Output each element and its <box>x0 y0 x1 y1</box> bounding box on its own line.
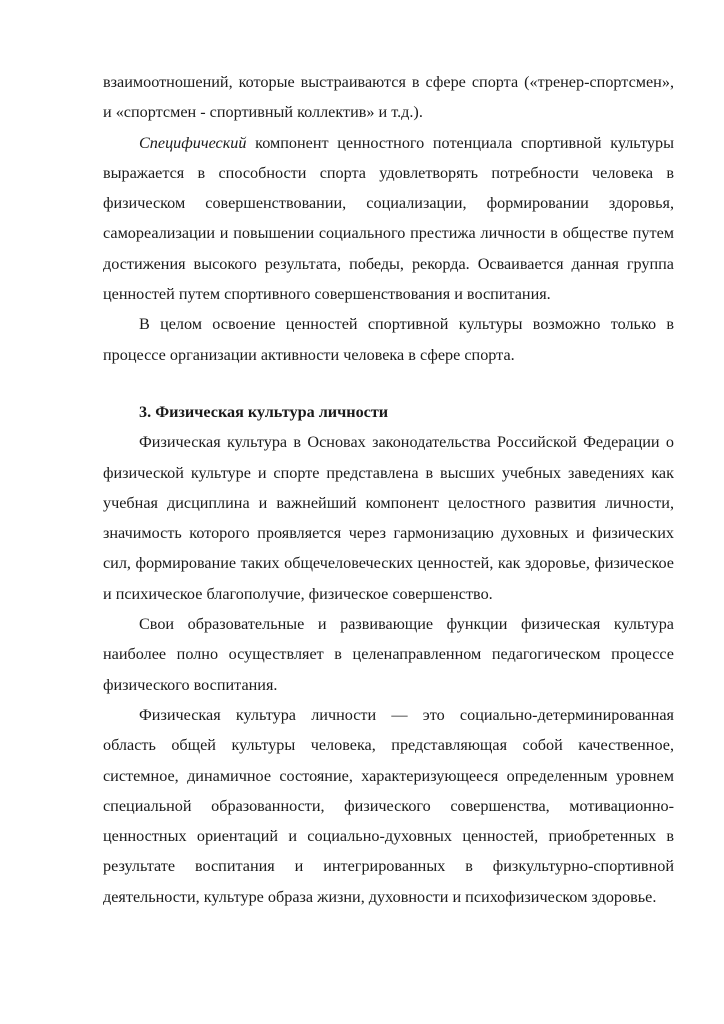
paragraph-definition: Физическая культура личности — это социально-детерминированная область общей культуры человека, представляющая собой качественное, системное, динамичное состояние, характеризующееся определенным уровнем специальной образованности, физического совершенства, мотивационно-ценностных ориентаций и социально-духовных ценностей, приобретенных в результате воспитания и интегрированных в физкультурно-спортивной деятельности, культуре образа жизни, духовности и психофизическом здоровье. <box>103 705 674 906</box>
paragraph-mastery: В целом освоение ценностей спортивной культуры возможно только в процессе организации активности человека в сфере спорта. <box>103 315 674 364</box>
text-body <box>103 67 674 912</box>
paragraph-specific-text: компонент ценностного потенциала спортивной культуры выражается в способности спорта удовлетворять потребности человека в физическом совершенствовании, социализации, формировании здоровья, самореализации и повышении социального престижа личности в обществе путем достижения высокого результата, победы, рекорда. Осваивается данная группа ценностей путем спортивного совершенствования и воспитания. <box>103 133 674 304</box>
paragraph-specific-component <box>103 128 674 310</box>
paragraph-legislation: Физическая культура в Основах законодательства Российской Федерации о физической культуре и спорте представлена в высших учебных заведениях как учебная дисциплина и важнейший компонент целостного развития личности, значимость которого проявляется через гармонизацию духовных и физических сил, формирование таких общечеловеческих ценностей, как здоровье, физическое и психическое благополучие, физическое совершенство. <box>103 433 674 603</box>
paragraph-relations: взаимоотношений, которые выстраиваются в сфере спорта («тренер-спортсмен», и «спортсмен - спортивный коллектив» и т.д.). <box>103 73 674 122</box>
section-gap <box>103 370 674 397</box>
paragraph-functions: Свои образовательные и развивающие функции физическая культура наиболее полно осуществляет в целенаправленном педагогическом процессе физического воспитания. <box>103 615 674 694</box>
section-heading: 3. Физическая культура личности <box>139 402 389 421</box>
italic-term: Специфический <box>139 133 247 152</box>
